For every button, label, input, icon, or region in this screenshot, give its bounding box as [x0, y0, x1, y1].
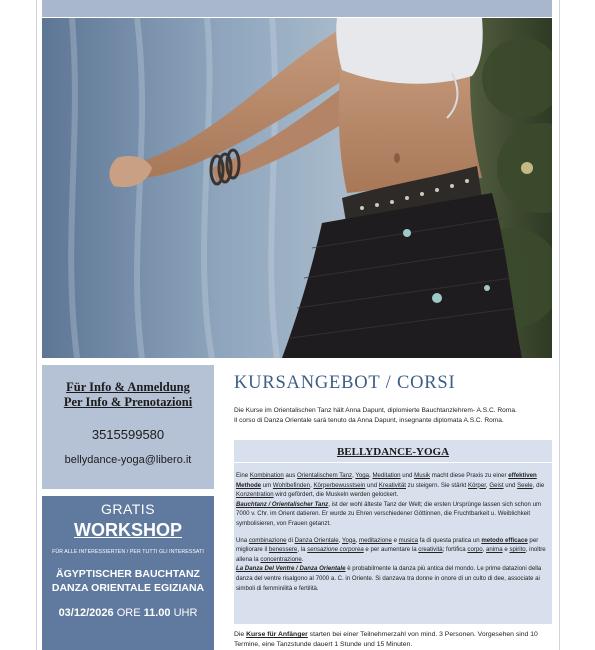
workshop-dance-de: ÄGYPTISCHER BAUCHTANZ	[56, 568, 200, 580]
workshop-uhr: UHR	[173, 607, 198, 619]
workshop-dance-it: DANZA ORIENTALE EGIZIANA	[51, 582, 205, 594]
workshop-free-label: GRATIS	[100, 501, 156, 517]
contact-title-de: Für Info & Anmeldung	[66, 380, 190, 394]
contact-title	[42, 380, 214, 410]
workshop-title: WORKSHOP	[74, 520, 182, 540]
course-heading: KURSANGEBOT / CORSI	[234, 373, 456, 393]
course-intro-it: Il corso di Danza Orientale sarà tenuto da Anna Dapunt, insegnante diplomata A.S.C. Roma.	[234, 417, 504, 424]
top-color-band	[42, 0, 552, 17]
contact-info-box	[42, 365, 214, 489]
bellydance-yoga-title: BELLYDANCE-YOGA	[336, 446, 450, 458]
description-de: Eine Kombination aus Orientalischem Tanz, Yoga, Meditation und Musik macht diese Praxis zu einer effektiven Methode um Wohlbefinden, Körperbewusstsein und Kreativität zu steigern. Sie stärkt Körper, Geist und Seele, die Konzentration wird gefördert, die Muskeln werden gelockert. Bauchtanz / Orientalischer Tanz, ist der wohl älteste Tanz der Welt; die ersten Ursprünge lassen sich schon um 7000 v. Chr. im Orient datieren. Er wurde zu Ehren verschiedener Göttinnen, die Fruchtbarkeit u. Weiblichkeit symbolisieren, von Frauen getanzt.	[236, 472, 545, 527]
divider	[234, 462, 552, 463]
description-it: Una combinazione di Danza Orientale, Yoga, meditazione e musica fa di questa pratica un metodo efficace per migliorare il benessere, la sensazione corporea e per aumentare la creatività; fortifica corpo, anima e spirito, inoltre allena la concentrazione. La Danza Del Ventre / Danza Orientale è probabilmente la danza più antica del mondo. Le prime datazioni della danza del ventre risalgono al 7000 a. C. in Oriente. Si danzava tra donne in onore di un culto di dee, associate ai simboli di femminilità e fertilità.	[236, 536, 546, 592]
workshop-ore: ORE	[116, 607, 141, 619]
workshop-date: 03/12/2026	[58, 607, 114, 619]
course-intro-de: Die Kurse im Orientalischen Tanz hält Anna Dapunt, diplomierte Bauchtanzlehrem- A.S.C. Roma.	[234, 407, 517, 414]
workshop-time: 11.00	[143, 607, 171, 619]
email-address[interactable]: bellydance-yoga@libero.it	[64, 454, 192, 466]
bellydance-yoga-box	[234, 440, 552, 624]
phone-number[interactable]: 3515599580	[91, 427, 165, 442]
workshop-box	[42, 496, 214, 650]
course-intro	[234, 406, 552, 426]
bellydance-description	[236, 471, 550, 600]
workshop-dance-names	[42, 567, 214, 595]
beginner-courses-text: Die Kurse für Anfänger starten bei einer Teilnehmerzahl von mind. 3 Personen. Vorgesehen sind 10 Termine, eine Tanzstunde dauert 1 Stunde und 15 Minuten.	[234, 631, 538, 648]
workshop-datetime	[42, 607, 214, 619]
workshop-audience: FÜR ALLE INTERESSIERTEN / PER TUTTI GLI INTERESSATI	[52, 549, 204, 555]
bellydancer-photo	[42, 18, 552, 358]
contact-title-it: Per Info & Prenotazioni	[63, 395, 193, 409]
